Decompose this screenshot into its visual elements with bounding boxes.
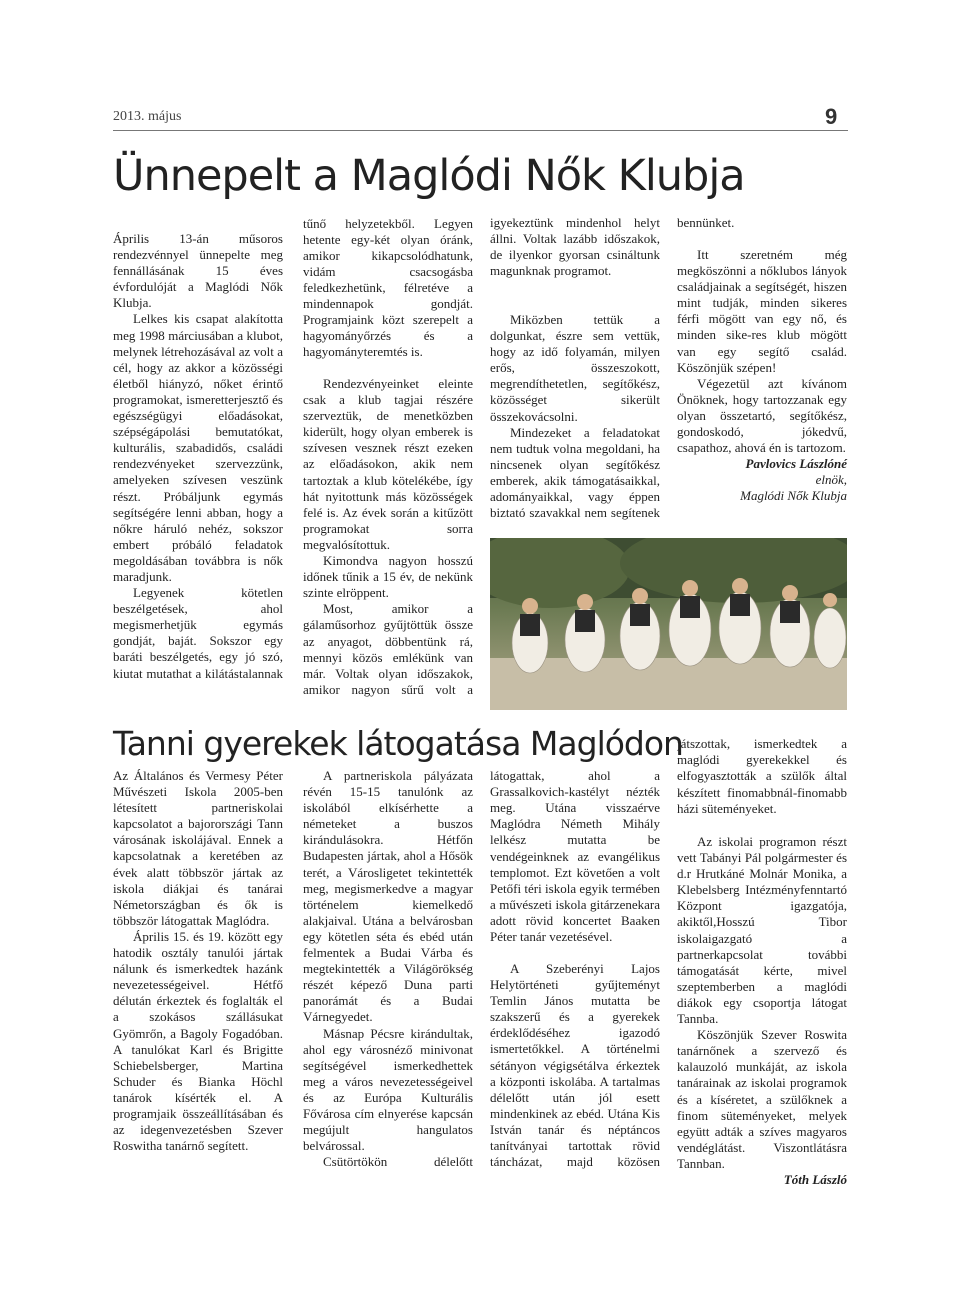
article2-paragraph: A partneriskola pályázata révén 15-15 tanulónk az iskolából elkísérhette a németeket a buszos kirándulásokra. Hétfőn Budapesten jártak, ahol a Hősök terét, a Városligetet tekintették meg, megismerkedve a magyar történelem kiemelkedő alakjaival. Utána a belvárosban egy kötetlen séta és ebéd után felmentek a Budai Várba és megtekintették a Világörökség részét képező Duna parti panorámát és a Budai Várnegyedet. xyxy=(303,768,473,1025)
article1-column-1 xyxy=(113,231,283,681)
article1-paragraph xyxy=(490,215,660,312)
article1-paragraph: Lelkes kis csapat alakította meg 1998 márciusában a klubot, melynek létrehozásával az volt a cél, hogy az akkor a közösségi életből hiányzó, nőket érintő programokat, ismeretterjesztő és egészségügyi előadásokat, szépségápolási bemutatókat, kulturális, szabadidős, családi rendezvényeket szervezzünk, amelyeken szívesen veszünk részt. Próbáljunk egymás segítségére lenni abban, hogy a nőkre háruló nehéz, sokszor embert próbáló feladatok megoldásában továbbra is nők maradjunk. xyxy=(113,311,283,584)
article2-paragraph: Április 15. és 19. között egy hatodik osztály tanulói jártak nálunk és ismerkedtek hazánk nevezetességeivel. Hétfő délután érkeztek és foglalták el a szokásos szállásukat Gyömrőn, a Bagoly Fogadóban. A tanulókat Karl és Brigitte Schiebelsberger, Martina Schuder és Bianka Höchl tanárok kísérték el. A programjaik összeállításában és az idegenvezetésben Szever Roswitha tanárnő segített. xyxy=(113,928,283,1154)
article1-title: Ünnepelt a Maglódi Nők Klubja xyxy=(113,151,745,201)
article1-paragraph: Miközben tettük a dolgunkat, észre sem vettük, hogy az idő folyamán, milyen erős, összeszokott, megrendíthetetlen, segítőkész, közösséget sikerült összekovácsolni. xyxy=(490,312,660,424)
article2-paragraph xyxy=(490,768,660,961)
article1-paragraph xyxy=(303,215,473,376)
article1-column-4 xyxy=(677,215,847,505)
article2-paragraph: Az iskolai programon részt vett Tabányi Pál polgármester és d.r Hrutkáné Molnár Monika, a Klebelsberg Intézményfenntartó Központ igazgatója, akiktől,Hosszú Tibor iskolaigazgató a partnerkapcsolat további támogatását kérte, mivel szeptemberben a maglódi diákok egy csoportja látogat Tannba. xyxy=(677,834,847,1027)
article1-paragraph: Most, amikor a gálaműsorhoz gyűjtöttük össze az anyagot, döbbentünk rá, mennyi közös emlékünk van már. Voltak olyan időszakok, amikor nagyon sűrű volt a xyxy=(303,601,473,697)
issue-date: 2013. május xyxy=(113,109,182,124)
article2-column-1 xyxy=(113,768,283,1154)
article1-paragraph: Mindezeket a feladatokat nem tudtuk volna megoldani, ha nincsenek olyan segítőkész emberek, akik támogatásaikkal, adományaikkal, vagy éppen biztató szavakkal nem segítenek xyxy=(490,424,660,521)
article2-paragraph: Csütörtökön délelőtt xyxy=(323,1154,473,1170)
article2-paragraph: Köszönjük Szever Roswita tanárnőnek a szervező és kalauzoló munkáját, az iskola tanárainak az iskolai programok és a kíséretet, a szülőknek a finom süteményeket, melyek együtt adták a szíves magyaros vendéglátást. Viszontlátásra Tannban. xyxy=(677,1027,847,1171)
article2-paragraph xyxy=(677,737,847,834)
article1-paragraph: Rendezvényeinket eleinte csak a klub tagjai részére szerveztük, de menetközben kiderült, hogy olyan emberek is szívesen vesznek részt ezeken az előadásokon, akik nem tartoztak a klub kötelékébe, így hát nyitottunk más közösségek felé is. Az évek során a kitűzött programokat sorra megvalósítottuk. xyxy=(303,376,473,552)
header-rule xyxy=(113,130,848,131)
folk-dance-photo-illustration xyxy=(490,538,847,710)
article2-title: Tanni gyerekek látogatása Maglódon xyxy=(113,724,683,763)
article2-column-3 xyxy=(490,768,660,1171)
signature-name: Pavlovics Lászlóné xyxy=(745,456,847,472)
signature-role: elnök, xyxy=(815,472,847,488)
article2-paragraph-continued: látogattak, ahol a Grassalkovich-kastélyt nézték meg. Utána visszaérve Maglódra Németh Mihály lelkész mutatta be vendégeinknek az evangélikus templomot. Ezt követően a volt Petőfi téri iskola egyik termében a művészeti iskola gitárzenekara adott rövid koncertet Baaken Péter tanár vezetésével. xyxy=(490,768,660,945)
article1-signature xyxy=(677,456,847,504)
signature-org: Maglódi Nők Klubja xyxy=(740,488,847,504)
article2-signature: Tóth László xyxy=(783,1171,847,1187)
article1-paragraph: Április 13-án műsoros rendezvénnyel ünnepelte meg fennállásának 15 éves évfordulóját a Maglódi Nők Klubja. xyxy=(113,231,283,311)
page-number: 9 xyxy=(825,104,838,129)
article1-paragraph: Végezetül azt kívánom Önöknek, hogy tartozzanak egy olyan összetartó, segítőkész, gondoskodó, jókedvű, csapathoz, ahová én is tartozom. xyxy=(677,375,847,456)
article1-paragraph-continued: igyekeztünk mindenhol helyt állni. Voltak lazább időszakok, de ilyenkor gyorsan csináltunk magunknak programot. xyxy=(490,215,660,278)
article1-column-3 xyxy=(490,215,660,522)
article2-column-2 xyxy=(303,768,473,1170)
article1-paragraph-continued: bennünket. xyxy=(677,215,735,230)
article2-paragraph-continued: játszottak, ismerkedtek a maglódi gyerekekkel és elfogyasztották a szülők által készített finomabbnál-finomabb házi süteményeket. xyxy=(677,737,847,816)
article1-paragraph: Itt szeretném még megköszönni a nőklubos lányok családjainak a segítségét, hiszen mint tudják, minden sikeres férfi mögött van egy nő, és minden sike-res klub mögött van egy segítő család. Köszönjük szépen! xyxy=(677,247,847,375)
article1-paragraph-continued: tűnő helyzetekből. Legyen hetente egy-két olyan óránk, amikor kikapcsolódhatunk, vidám csacsogásba feledkezhetünk, félretéve a mindennapok gondját. Programjaink közt szerepelt a hagyományőrzés és a hagyományteremtés is. xyxy=(303,215,473,360)
article2-paragraph: Másnap Pécsre kirándultak, ahol egy városnéző minivonat segítségével ismerkedhettek meg a város nevezetességeivel és az Európa Kulturális Fővárosa cím elnyerése kapcsán megújult hangulatos belvárossal. xyxy=(303,1025,473,1154)
article2-column-4 xyxy=(677,737,847,1188)
article2-paragraph: Az Általános és Vermesy Péter Művészeti Iskola 2005-ben létesített partneriskolai kapcsolatot a bajorországi Tann városának iskolájával. Ennek a kapcsolatnak a keretében az évek alatt többször jártak az iskola diákjai és tanárai Németországban és ők is többször látogattak Maglódra. xyxy=(113,768,283,928)
article2-paragraph: A Szeberényi Lajos Helytörténeti gyűjteményt Temlin János mutatta be szakszerű és a gyerekek érdeklődéséhez igazodó ismertetőkkel. A történelmi sétányon végigsétálva érkeztek a központi iskolába. A tartalmas délelőtt után jól esett mindenkinek az ebéd. Utána Kis István tanár és néptáncos tanítványai tartottak rövid táncházat, majd közösen xyxy=(490,961,660,1170)
article1-paragraph: Legyenek kötetlen beszélgetések, ahol megismerhetjük egymás gondját, baját. Sokszor egy baráti beszélgetés, egy jó szó, kiutat mutathat a kilátástalannak xyxy=(113,585,283,681)
article1-column-2 xyxy=(303,215,473,698)
article1-paragraph xyxy=(677,215,847,247)
folk-dance-photo xyxy=(490,538,847,710)
article1-paragraph: Kimondva nagyon hosszú időnek tűnik a 15 év, de nekünk szinte elröppent. xyxy=(303,553,473,601)
